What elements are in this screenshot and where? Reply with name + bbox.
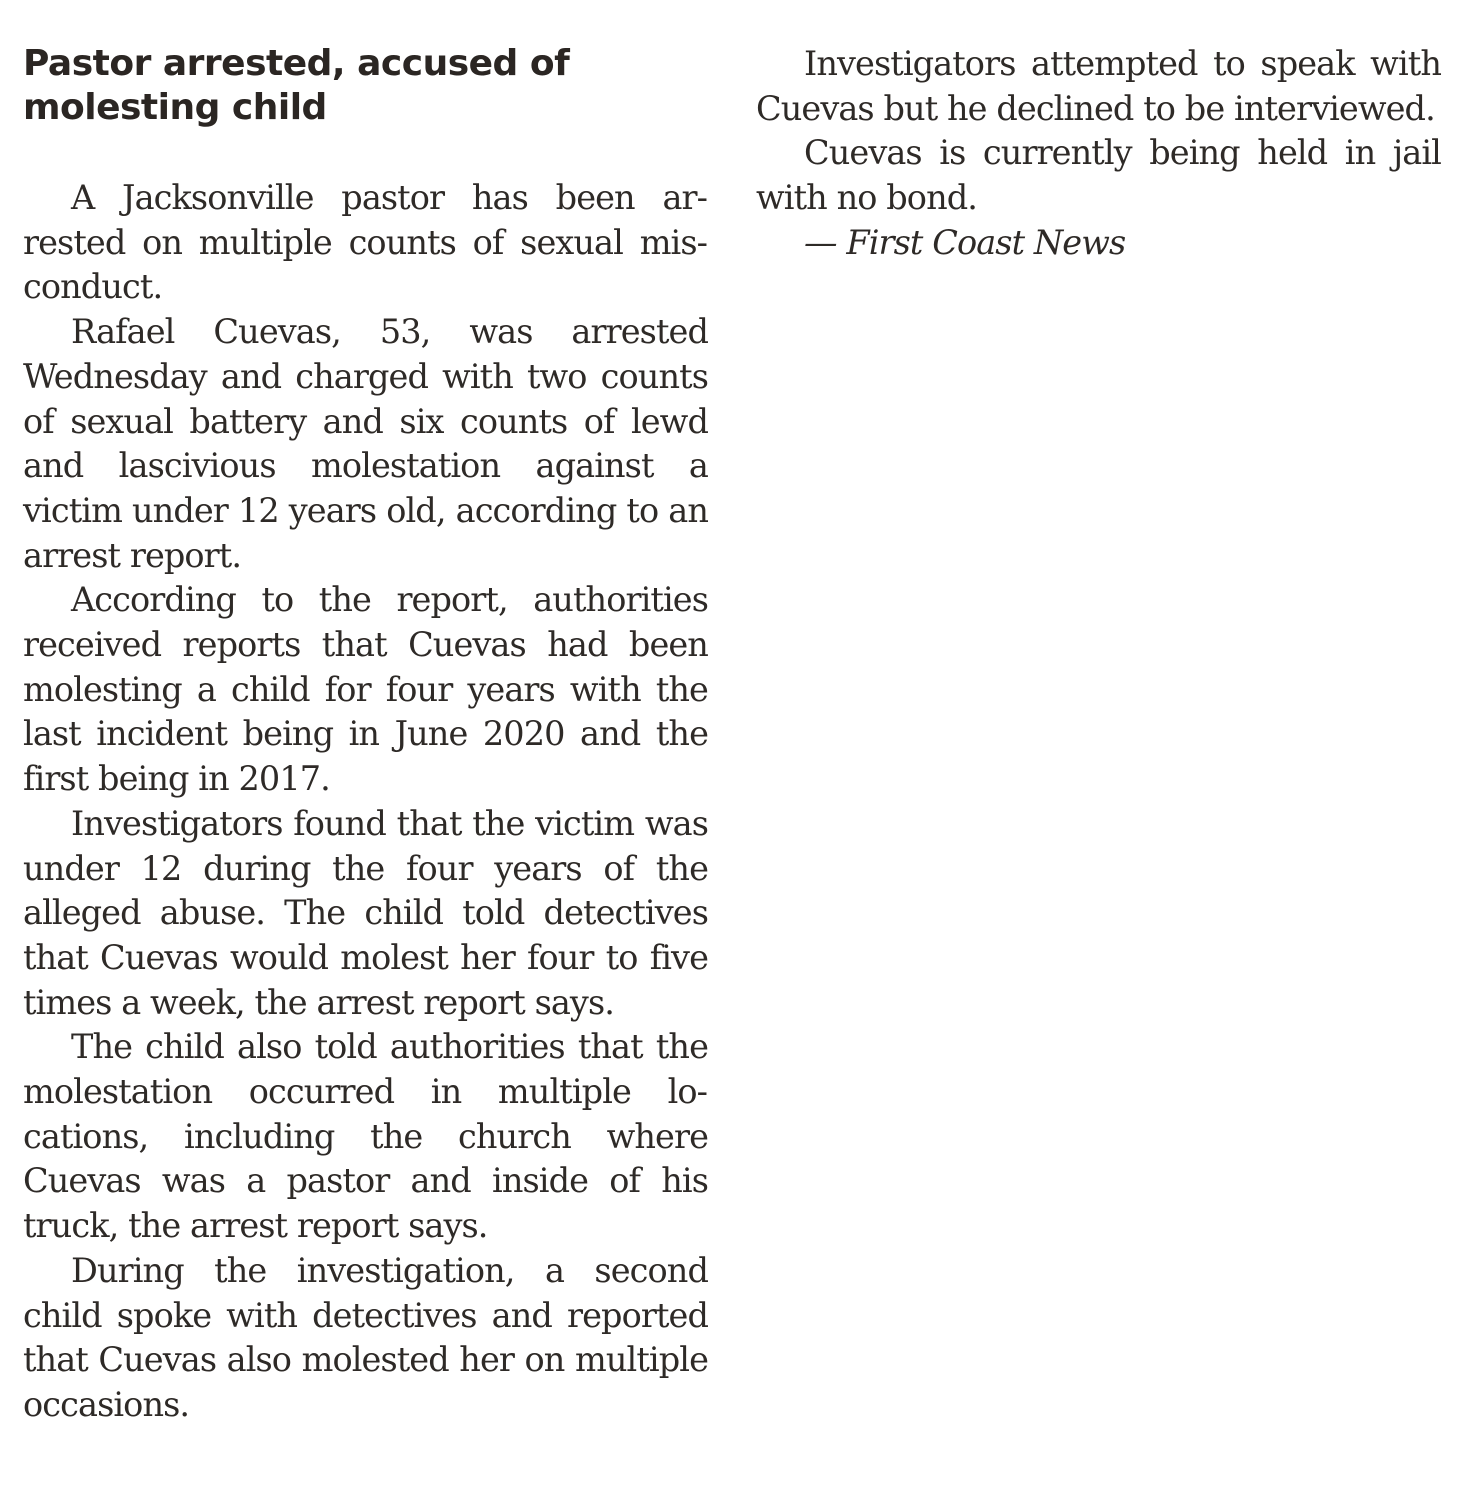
paragraph: Rafael Cuevas, 53, was arrested Wednesday and charged with two counts of sexual battery and six counts of lewd and lascivious molestation against a victim under 12 years old, according to an arrest report. [23, 312, 708, 575]
source-credit: — First Coast News [804, 222, 1126, 262]
headline: Pastor arrested, accused of molesting child [23, 43, 570, 128]
paragraph: Cuevas is currently being held in jail with no bond. [756, 133, 1441, 218]
paragraph: According to the report, authorities received reports that Cuevas had been molesting a child for four years with the last incident being in June 2020 and the first being in 2017. [23, 580, 708, 799]
paragraph: A Jacksonville pastor has been arrested on multiple counts of sexual misconduct. [23, 178, 708, 307]
paragraph: Investigators found that the victim was under 12 during the four years of the alleged abuse. The child told detectives that Cuevas would molest her four to five times a week, the arrest report says. [23, 803, 708, 1022]
paragraph: The child also told authorities that the molestation occurred in multiple locations, including the church where Cuevas was a pastor and inside of his truck, the arrest report says. [23, 1027, 708, 1246]
right-column [756, 42, 1441, 266]
paragraph: During the investigation, a second child spoke with detectives and reported that Cuevas also molested her on multiple occasions. [23, 1250, 708, 1424]
left-column [23, 176, 708, 1428]
paragraph: Investigators attempted to speak with Cuevas but he declined to be interviewed. [756, 44, 1441, 128]
